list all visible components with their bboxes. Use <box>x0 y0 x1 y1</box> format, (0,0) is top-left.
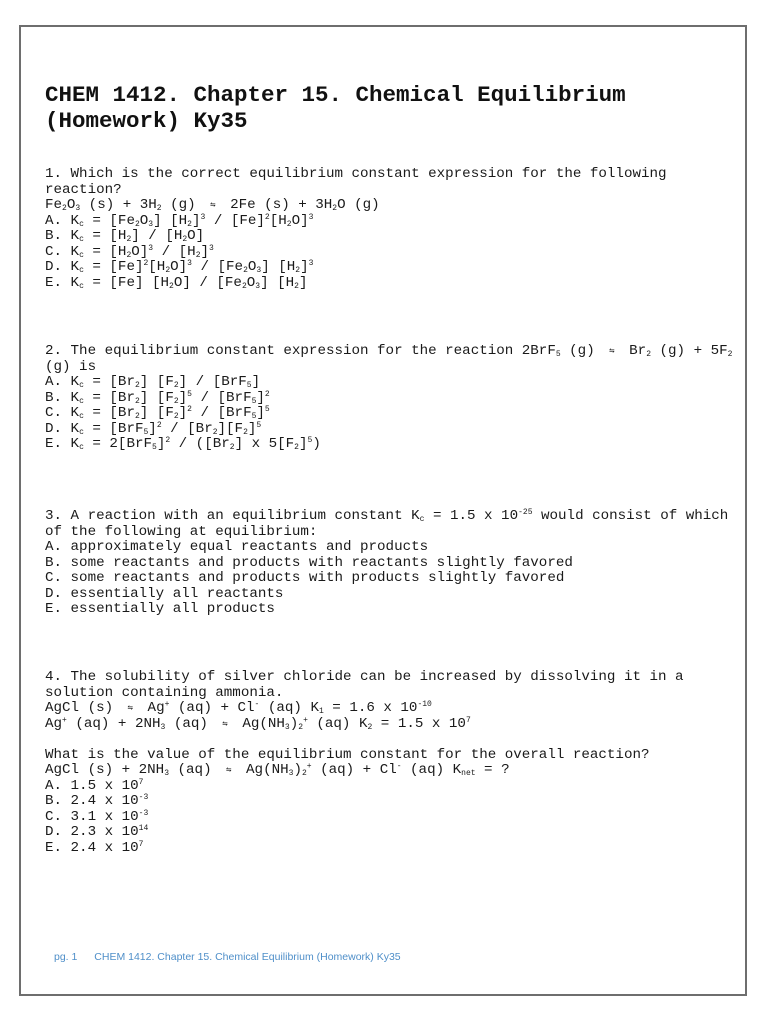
question-2-option-e: E. $K_c = 2[BrF_5]^2 / ([Br_2]$ x $5[F_2]^5$) <box>45 436 321 452</box>
page-footer <box>54 951 401 963</box>
question-3-option-d: D. essentially all reactants <box>45 585 284 602</box>
question-4-option-e: E. 2.4 x $10^7$ <box>45 839 144 856</box>
question-4 <box>45 670 735 856</box>
question-1-option-e: E. $K_c = [Fe]$ $[H_2O] / [Fe_2O_3]$ $[H_2]$ <box>45 274 308 291</box>
question-1-reaction: $Fe_2O_3$ $(s) + 3H_2$ (g) ⇋ 2Fe $(s) + 3H_2O$ (g) <box>45 197 380 213</box>
question-3-stem: 3. A reaction with an equilibrium constant $K_c = 1.5$ x $10^{-25}$ would consist of which of the following at equilibrium: <box>45 508 729 540</box>
question-3-option-b: B. some reactants and products with reactants slightly favored <box>45 554 573 571</box>
question-4-option-a: A. 1.5 x $10^7$ <box>45 777 144 794</box>
question-2-option-b: B. $K_c = [Br_2]$ $[F_2]^5 / [BrF_5]^2$ <box>45 389 270 406</box>
question-1-option-b: B. $K_c = [H_2] / [H_2O]$ <box>45 228 205 244</box>
question-4-option-b: B. 2.4 x $10^{-3}$ <box>45 793 149 809</box>
question-3-option-a: A. approximately equal reactants and products <box>45 539 429 555</box>
title-line-2: (Homework) Ky35 <box>45 108 248 134</box>
footer-document-title: CHEM 1412. Chapter 15. Chemical Equilibrium (Homework) Ky35 <box>94 951 401 963</box>
question-3-option-c: C. some reactants and products with products slightly favored <box>45 570 565 586</box>
question-3-option-e: E. essentially all products <box>45 601 275 617</box>
question-2 <box>45 344 735 453</box>
question-4-reaction-2: Ag+ $(aq) + 2NH_3$ (aq) ⇋ $Ag(NH_3)_2^+$ (aq) $K_2 = 1.5$ x $10^7$ <box>45 715 471 732</box>
question-3 <box>45 509 735 618</box>
question-4-option-d: D. 2.3 x $10^{14}$ <box>45 824 149 840</box>
question-4-stem: 4. The solubility of silver chloride can be increased by dissolving it in a solution containing ammonia. <box>45 669 684 701</box>
question-4-reaction-1: AgCl (s) ⇋ Ag+ (aq) + Cl- (aq) $K_1 = 1.6$ x $10^{-10}$ <box>45 700 432 716</box>
spacer <box>45 732 735 748</box>
question-4-overall-reaction: AgCl $(s) + 2NH_3$ (aq) ⇋ $Ag(NH_3)_2^+$ (aq) + Cl- (aq) $K_{net}$ = ? <box>45 762 510 778</box>
question-4-option-c: C. 3.1 x $10^{-3}$ <box>45 808 149 825</box>
question-1-option-a: A. $K_c = [Fe_2O_3]$ $[H_2]^3 / [Fe]^2[H_2O]^3$ <box>45 212 314 229</box>
question-2-option-c: C. $K_c = [Br_2]$ $[F_2]^2 / [BrF_5]^5$ <box>45 405 270 421</box>
document-title <box>45 82 735 134</box>
title-line-1: CHEM 1412. Chapter 15. Chemical Equilibrium <box>45 82 626 108</box>
question-2-option-a: A. $K_c = [Br_2]$ $[F_2] / [BrF_5]$ <box>45 374 261 390</box>
question-1 <box>45 167 735 291</box>
question-1-stem: 1. Which is the correct equilibrium constant expression for the following reaction? <box>45 166 667 198</box>
footer-page-number: pg. 1 <box>54 951 78 963</box>
question-2-option-d: D. $K_c = [BrF_5]^2 / [Br_2][F_2]^5$ <box>45 420 262 437</box>
question-1-option-c: C. $K_c = [H_2O]^3 / [H_2]^3$ <box>45 243 214 260</box>
question-1-option-d: D. $K_c = [Fe]^2[H_2O]^3 / [Fe_2O_3]$ $[H_2]^3$ <box>45 259 314 275</box>
question-4-question: What is the value of the equilibrium constant for the overall reaction? <box>45 746 650 763</box>
question-2-stem: 2. The equilibrium constant expression for the reaction 2BrF$_5$ (g) ⇋ $Br_2$ $(g) + 5F_2$ (g) is <box>45 343 733 375</box>
